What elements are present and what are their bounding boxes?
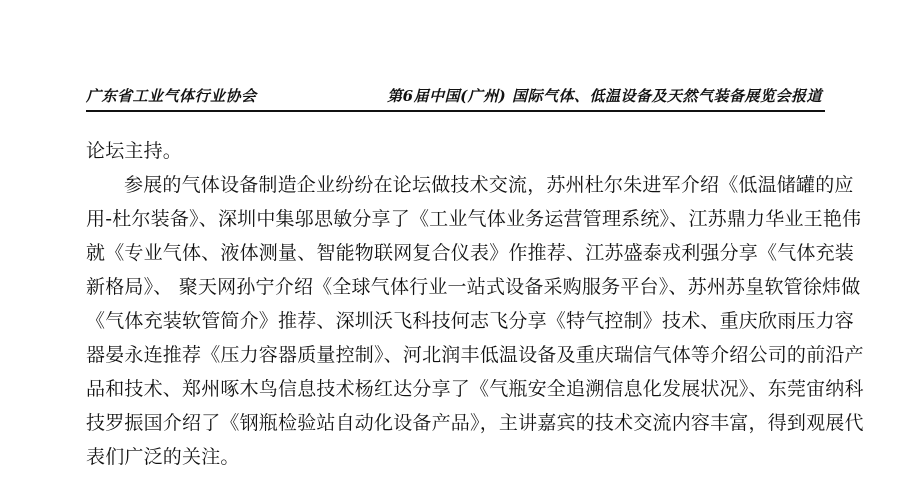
body-line: 新格局》、 聚天网孙宁介绍《全球气体行业一站式设备采购服务平台》、苏州苏皇软管徐炜做 [86, 276, 861, 298]
body-line: 表们广泛的关注。 [86, 446, 240, 468]
body-line: 参展的气体设备制造企业纷纷在论坛做技术交流，苏州杜尔朱进军介绍《低温储罐的应 [124, 174, 854, 196]
body-line: 论坛主持。 [86, 140, 183, 162]
header-report-title: 第6届中国(广州) 国际气体、低温设备及天然气装备展览会报道 [387, 87, 822, 105]
page-header [86, 84, 822, 106]
body-line: 《气体充装软管简介》推荐、深圳沃飞科技何志飞分享《特气控制》技术、重庆欣雨压力容 [86, 310, 855, 332]
body-line: 器晏永连推荐《压力容器质量控制》、河北润丰低温设备及重庆瑞信气体等介绍公司的前沿产 [86, 344, 864, 366]
body-line: 就《专业气体、液体测量、智能物联网复合仪表》作推荐、江苏盛泰戎利强分享《气体充装 [86, 242, 855, 264]
header-organization: 广东省工业气体行业协会 [86, 87, 257, 105]
article-body [86, 134, 864, 474]
body-line: 技罗振国介绍了《钢瓶检验站自动化设备产品》，主讲嘉宾的技术交流内容丰富，得到观展代 [86, 412, 864, 434]
body-line: 用-杜尔装备》、深圳中集邬思敏分享了《工业气体业务运营管理系统》、江苏鼎力华业王艳伟 [86, 208, 862, 230]
header-divider [86, 110, 825, 112]
body-line: 品和技术、郑州啄木鸟信息技术杨红达分享了《气瓶安全追溯信息化发展状况》、东莞宙纳科 [86, 378, 864, 400]
